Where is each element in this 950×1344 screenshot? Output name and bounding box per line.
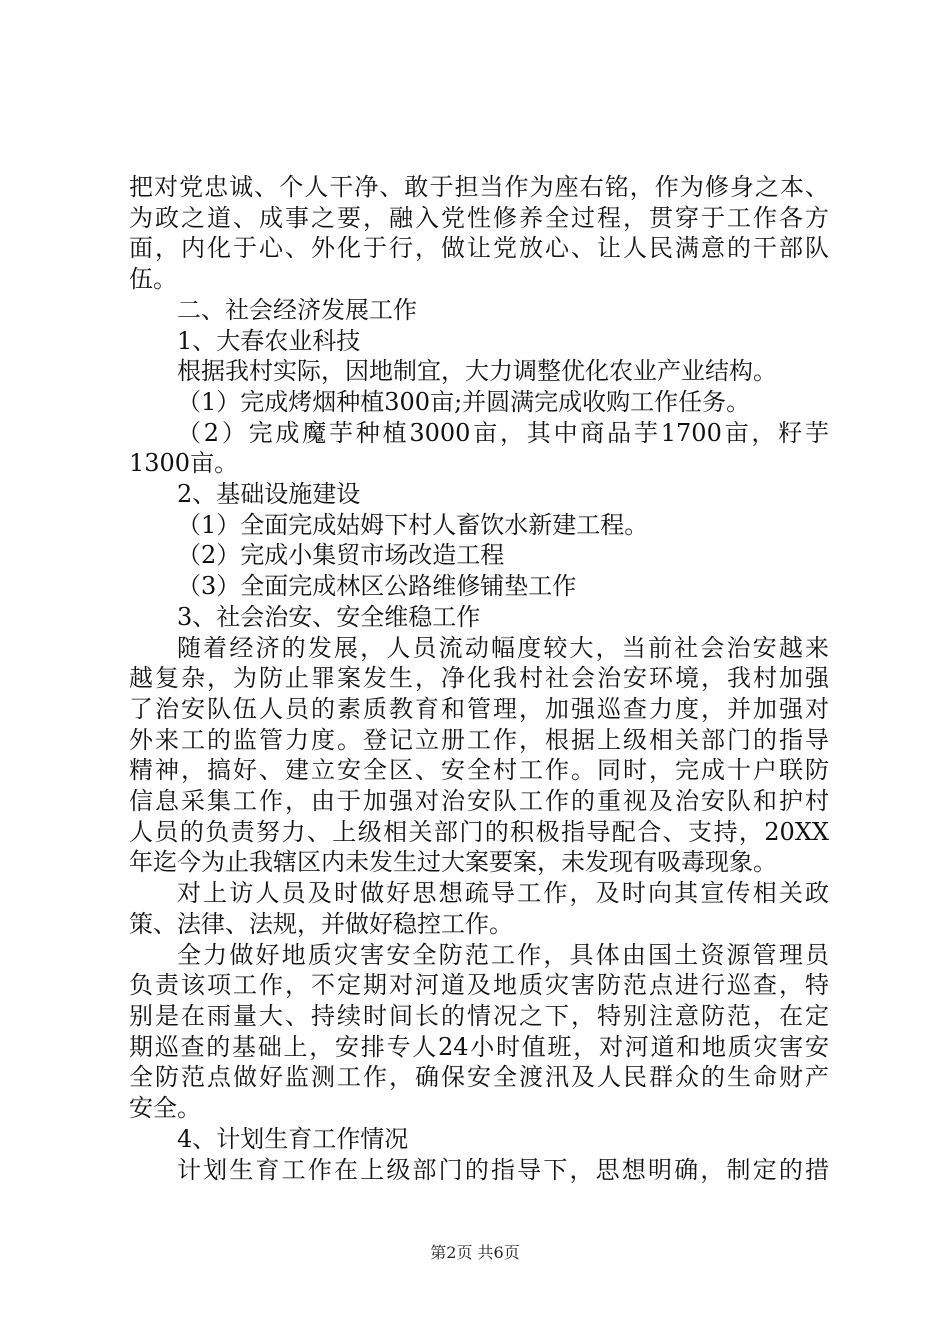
list-item: （2）完成小集贸市场改造工程 xyxy=(177,541,505,570)
paragraph-line: 精神，搞好、建立安全区、安全村工作。同时，完成十户联防 xyxy=(129,756,829,785)
paragraph-line: 1300亩。 xyxy=(129,449,239,478)
list-item: （1）全面完成姑姆下村人畜饮水新建工程。 xyxy=(177,510,649,539)
list-item: （3）全面完成林区公路维修铺垫工作 xyxy=(177,572,577,601)
paragraph-line: 全力做好地质灾害安全防范工作，具体由国土资源管理员 xyxy=(177,940,829,969)
paragraph-line: 面，内化于心、外化于行，做让党放心、让人民满意的干部队 xyxy=(129,234,829,263)
subsection-heading: 4、计划生育工作情况 xyxy=(177,1124,409,1153)
section-heading: 二、社会经济发展工作 xyxy=(177,295,417,324)
document-body xyxy=(129,172,829,1185)
paragraph-line: 年迄今为止我辖区内未发生过大案要案，未发现有吸毒现象。 xyxy=(129,848,777,877)
paragraph-line: 为政之道、成事之要，融入党性修养全过程，贯穿于工作各方 xyxy=(129,203,829,232)
paragraph-line: 计划生育工作在上级部门的指导下，思想明确，制定的措 xyxy=(177,1155,829,1184)
list-item: （1）完成烤烟种植300亩;并圆满完成收购工作任务。 xyxy=(177,387,751,416)
paragraph-line: 随着经济的发展，人员流动幅度较大，当前社会治安越来 xyxy=(177,633,829,662)
paragraph-line: 外来工的监管力度。登记立册工作，根据上级相关部门的指导 xyxy=(129,725,829,754)
paragraph-line: 全防范点做好监测工作，确保安全渡汛及人民群众的生命财产 xyxy=(129,1063,829,1092)
subsection-heading: 3、社会治安、安全维稳工作 xyxy=(177,602,481,631)
paragraph-line: 伍。 xyxy=(129,265,177,294)
paragraph-line: 安全。 xyxy=(129,1094,201,1123)
paragraph-line: 了治安队伍人员的素质教育和管理，加强巡查力度，并加强对 xyxy=(129,694,829,723)
list-item: （2）完成魔芋种植3000亩，其中商品芋1700亩，籽芋 xyxy=(177,418,829,447)
paragraph-line: 把对党忠诚、个人干净、敢于担当作为座右铭，作为修身之本、 xyxy=(129,173,829,201)
paragraph-line: 策、法律、法规，并做好稳控工作。 xyxy=(129,909,513,938)
paragraph-line: 负责该项工作，不定期对河道及地质灾害防范点进行巡查，特 xyxy=(129,971,829,1000)
paragraph-line: 期巡查的基础上，安排专人24小时值班，对河道和地质灾害安 xyxy=(129,1032,829,1061)
subsection-heading: 2、基础设施建设 xyxy=(177,480,361,509)
paragraph-line: 越复杂，为防止罪案发生，净化我村社会治安环境，我村加强 xyxy=(129,664,829,693)
paragraph-line: 别是在雨量大、持续时间长的情况之下，特别注意防范，在定 xyxy=(129,1001,829,1030)
paragraph-line: 对上访人员及时做好思想疏导工作，及时向其宣传相关政 xyxy=(177,879,829,908)
paragraph-line: 人员的负责努力、上级相关部门的积极指导配合、支持，20XX xyxy=(129,817,829,846)
page-footer: 第2页 共6页 xyxy=(430,1243,520,1262)
paragraph-line: 根据我村实际，因地制宜，大力调整优化农业产业结构。 xyxy=(177,357,777,386)
subsection-heading: 1、大春农业科技 xyxy=(177,326,361,355)
paragraph-line: 信息采集工作，由于加强对治安队工作的重视及治安队和护村 xyxy=(129,787,829,816)
